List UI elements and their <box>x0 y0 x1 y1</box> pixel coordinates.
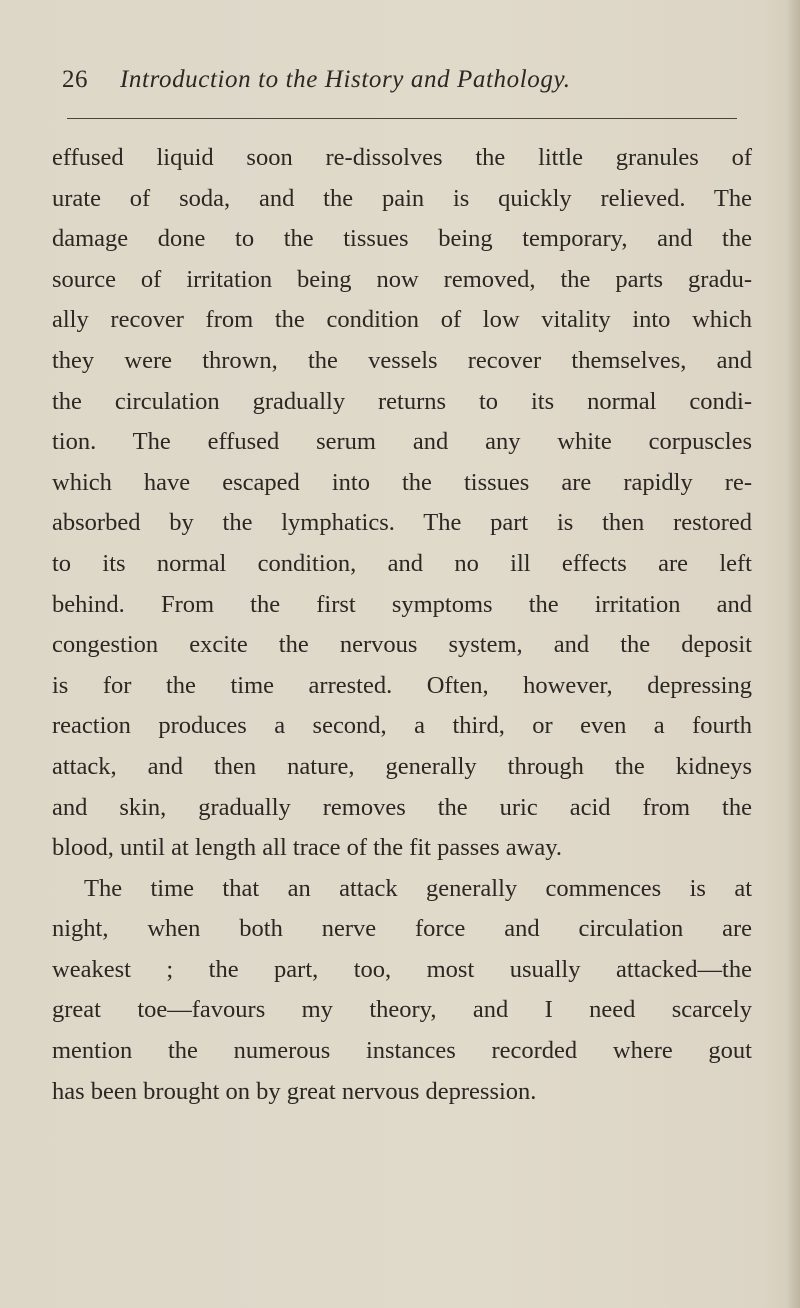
page-number: 26 <box>62 66 88 93</box>
text-line: blood, until at length all trace of the fit passes away. <box>52 834 563 862</box>
text-line: urate of soda, and the pain is quickly relieved. The <box>52 184 752 212</box>
running-title: Introduction to the History and Pathology. <box>120 66 571 93</box>
text-line: great toe—favours my theory, and I need scarcely <box>52 996 752 1024</box>
text-line: source of irritation being now removed, the parts gradu- <box>52 265 752 293</box>
text-line: and skin, gradually removes the uric acid from the <box>52 793 752 821</box>
text-line: the circulation gradually returns to its normal condi- <box>52 387 752 415</box>
text-line: night, when both nerve force and circulation are <box>52 915 752 943</box>
header-rule <box>67 118 737 119</box>
text-line: reaction produces a second, a third, or even a fourth <box>52 712 752 740</box>
body-paragraphs <box>52 138 752 1112</box>
text-line: is for the time arrested. Often, however, depressing <box>52 671 752 699</box>
text-line: has been brought on by great nervous depression. <box>52 1077 537 1105</box>
text-line: ally recover from the condition of low vitality into which <box>52 306 752 334</box>
text-line: damage done to the tissues being temporary, and the <box>52 225 752 253</box>
text-line: which have escaped into the tissues are rapidly re- <box>52 468 752 496</box>
text-line: effused liquid soon re-dissolves the little granules of <box>52 144 752 171</box>
text-line: tion. The effused serum and any white corpuscles <box>52 428 752 456</box>
text-line: mention the numerous instances recorded where gout <box>52 1037 752 1065</box>
text-line: absorbed by the lymphatics. The part is then restored <box>52 509 752 537</box>
text-line: weakest ; the part, too, most usually attacked—the <box>52 955 752 983</box>
text-line: to its normal condition, and no ill effects are left <box>52 549 752 577</box>
text-line: attack, and then nature, generally through the kidneys <box>52 752 752 780</box>
text-line: The time that an attack generally commences is at <box>84 874 752 902</box>
page-header <box>62 64 742 108</box>
text-line: they were thrown, the vessels recover themselves, and <box>52 346 752 374</box>
page-edge-shadow <box>786 0 800 1308</box>
text-line: behind. From the first symptoms the irritation and <box>52 590 752 618</box>
text-line: congestion excite the nervous system, and the deposit <box>52 631 752 659</box>
